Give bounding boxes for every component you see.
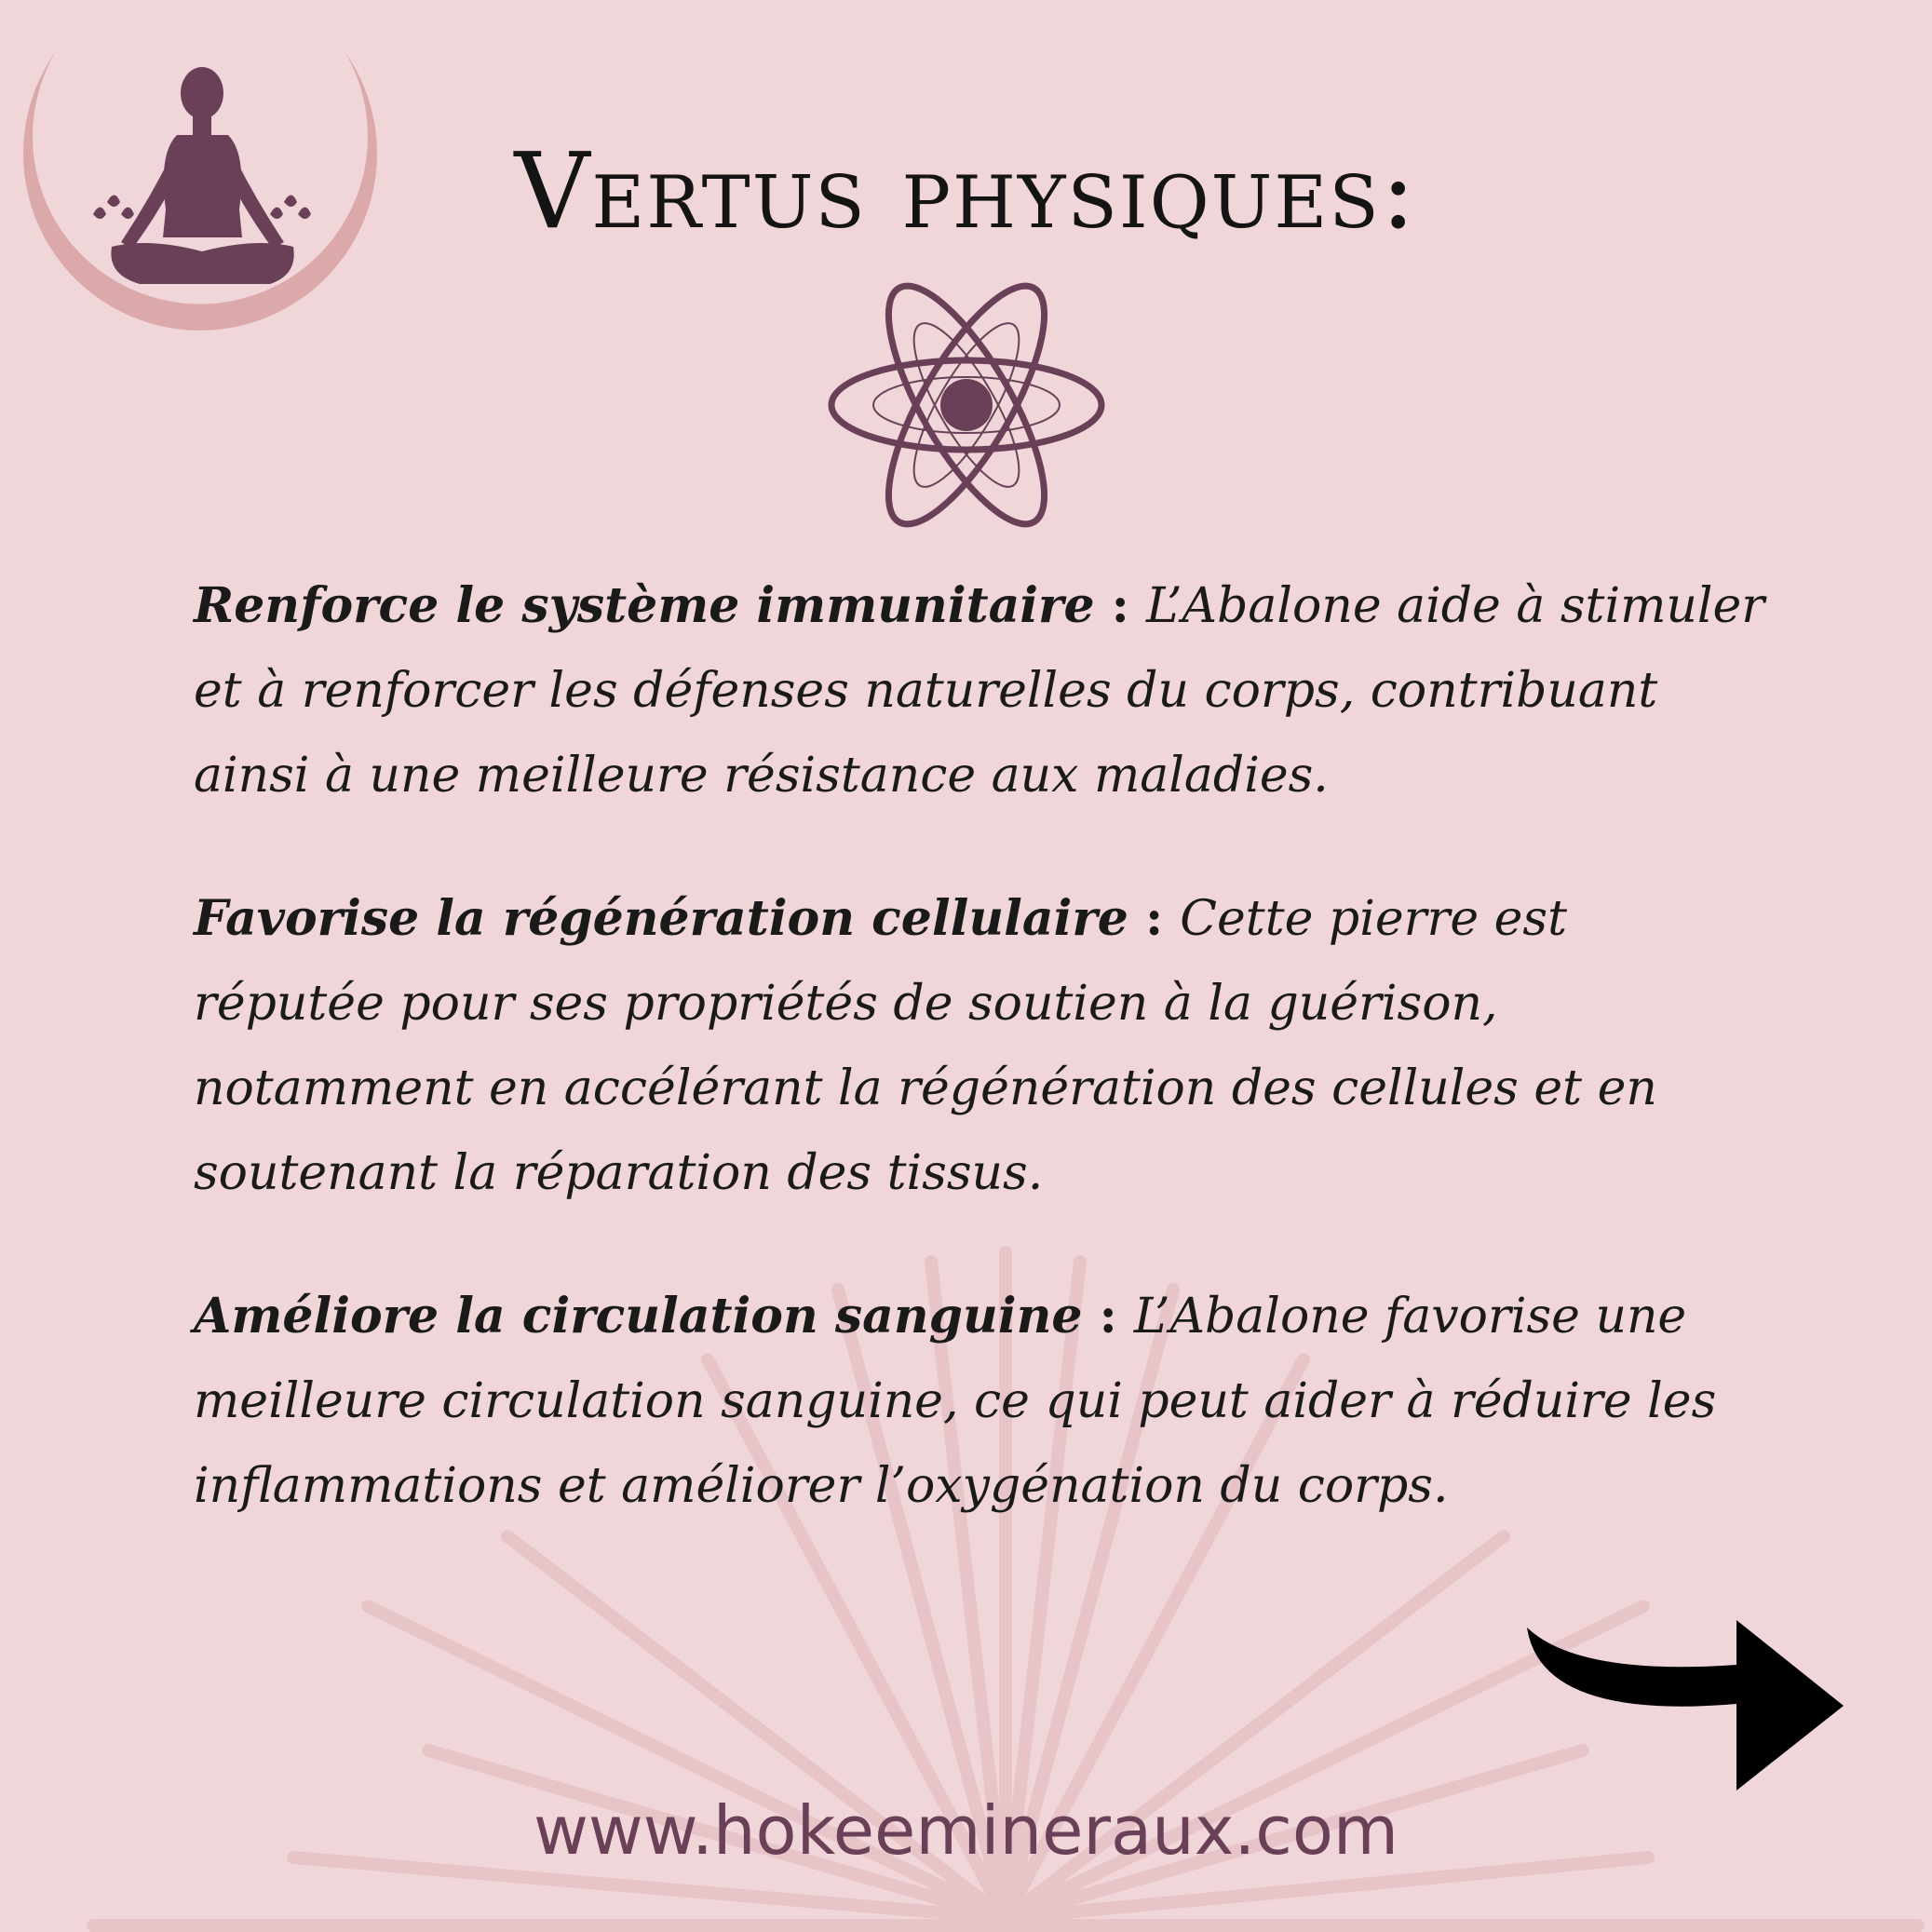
virtue-separator: : [1128, 890, 1181, 947]
virtue-description: L’Abalone aide à stimuler et à renforcer les défenses naturelles du corps, contribuant ainsi à une meilleure résistance aux maladies. [194, 578, 1765, 804]
curved-arrow-right-icon[interactable] [1522, 1618, 1848, 1790]
virtues-list [194, 563, 1767, 1587]
virtue-heading: Favorise la régénération cellulaire [194, 890, 1128, 947]
virtue-description: Cette pierre est réputée pour ses propriétés de soutien à la guérison, notamment en accélérant la régénération des cellules et en soutenant la réparation des tissus. [194, 891, 1657, 1201]
virtue-description: L’Abalone favorise une meilleure circulation sanguine, ce qui peut aider à réduire les inflammations et améliorer l’oxygénation du corps. [194, 1289, 1717, 1514]
virtue-heading: Améliore la circulation sanguine [194, 1288, 1083, 1344]
virtue-immune-system [194, 563, 1767, 818]
website-link[interactable]: www.hokeemineraux.com [533, 1791, 1399, 1870]
virtue-cell-regeneration [194, 876, 1767, 1216]
virtue-separator: : [1094, 577, 1146, 634]
atom-icon [827, 265, 1106, 545]
virtue-blood-circulation [194, 1274, 1767, 1529]
virtue-heading: Renforce le système immunitaire [194, 577, 1095, 634]
virtue-separator: : [1082, 1288, 1134, 1344]
page-title: Vertus physiques: [514, 131, 1418, 252]
